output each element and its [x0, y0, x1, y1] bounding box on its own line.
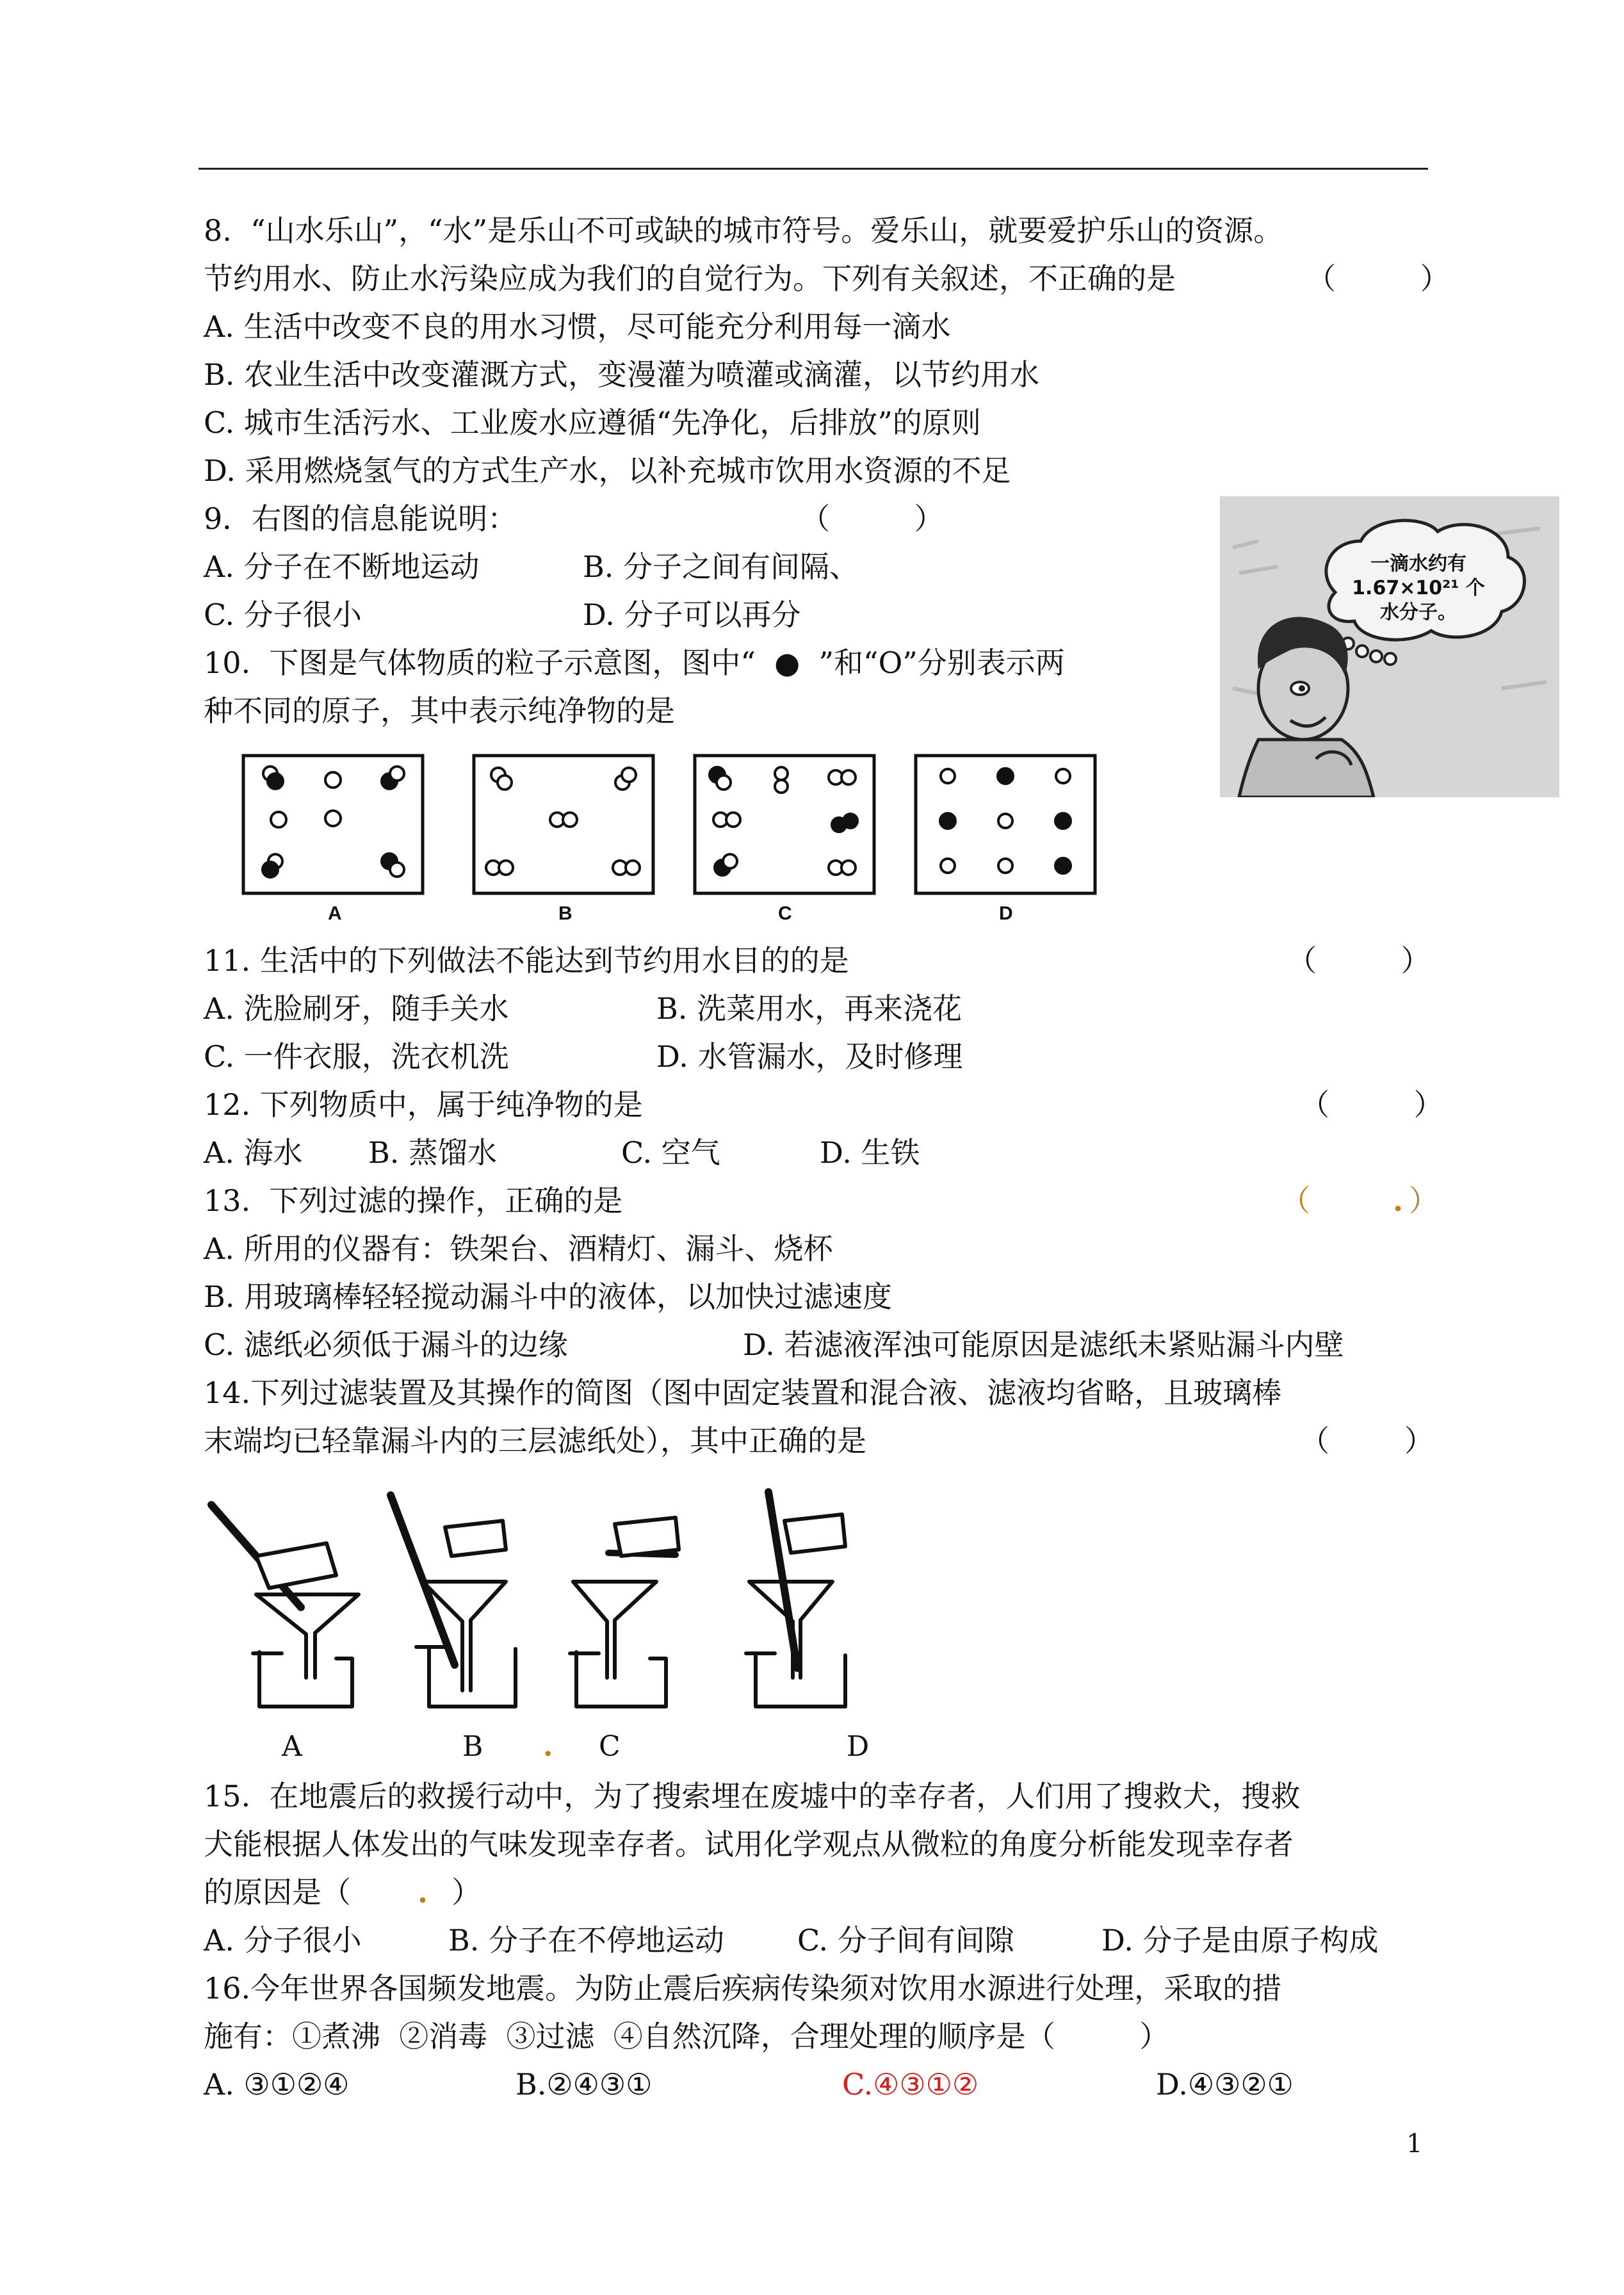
cartoon-drawing	[1220, 496, 1559, 797]
q15-stem-line1: 15. 在地震后的救援行动中，为了搜索埋在废墟中的幸存者，人们用了搜救犬，搜救	[204, 1779, 1301, 1813]
q14-label-a: A	[282, 1730, 302, 1763]
q12-option-b: B. 蒸馏水	[368, 1135, 498, 1170]
q11-answer-paren: （ ）	[1287, 943, 1431, 978]
q12-option-c: C. 空气	[621, 1135, 720, 1170]
q10-stem-line1: 10. 下图是气体物质的粒子示意图，图中“ ● ”和“O”分别表示两	[204, 645, 1065, 680]
q8-option-a: A. 生活中改变不良的用水习惯，尽可能充分利用每一滴水	[204, 309, 951, 344]
q10-label-d: D	[999, 903, 1013, 924]
q9-stem: 9．右图的信息能说明：	[204, 501, 517, 536]
q14-stem-line2: 末端均已轻靠漏斗内的三层滤纸处），其中正确的是	[204, 1423, 866, 1458]
q14-label-c: C	[599, 1730, 621, 1763]
q15-option-d: D. 分子是由原子构成	[1101, 1923, 1379, 1958]
q13-option-b: B. 用玻璃棒轻轻搅动漏斗中的液体，以加快过滤速度	[204, 1279, 893, 1314]
q10-label-a: A	[328, 903, 342, 924]
q14-answer-paren: （ ）	[1300, 1423, 1434, 1458]
bubble-text-line1: 一滴水约有	[1370, 553, 1466, 575]
q16-stem-line1: 16.今年世界各国频发地震。为防止震后疾病传染须对饮用水源进行处理，采取的措	[204, 1971, 1282, 2006]
q13-paren-dot: .	[1393, 1183, 1404, 1218]
bubble-text-line2: 1.67×10²¹ 个	[1352, 577, 1485, 599]
q9-answer-paren: （ ）	[800, 501, 944, 536]
q12-option-a: A. 海水	[204, 1135, 303, 1170]
q9-option-d: D. 分子可以再分	[583, 597, 801, 632]
q11-stem: 11. 生活中的下列做法不能达到节约用水目的的是	[204, 943, 849, 978]
q10-label-b: B	[558, 903, 572, 924]
q16-option-c-label	[842, 2065, 978, 2104]
q15-paren-right: ）	[433, 1875, 482, 1910]
q13-option-a: A. 所用的仪器有：铁架台、酒精灯、漏斗、烧杯	[204, 1231, 833, 1266]
bubble-text-line3: 水分子。	[1380, 601, 1457, 624]
q8-stem-line2: 节约用水、防止水污染应成为我们的自觉行为。下列有关叙述，不正确的是	[204, 261, 1176, 296]
q11-option-b: B. 洗菜用水，再来浇花	[656, 991, 962, 1026]
q13-paren-right: ）	[1409, 1183, 1438, 1218]
q14-filtration-diagram	[205, 1486, 884, 1716]
q8-option-b: B. 农业生活中改变灌溉方式，变漫灌为喷灌或滴灌，以节约用水	[204, 357, 1040, 392]
q8-option-c: C. 城市生活污水、工业废水应遵循“先净化，后排放”的原则	[204, 405, 981, 440]
header-rule	[199, 168, 1428, 170]
q12-answer-paren: （ ）	[1300, 1087, 1443, 1122]
page-number: 1	[1406, 2129, 1423, 2159]
q8-stem-line1: 8. “山水乐山”，“水”是乐山不可或缺的城市符号。爱乐山，就要爱护乐山的资源。	[204, 213, 1283, 248]
q16-stem-line2: 施有：①煮沸 ②消毒 ③过滤 ④自然沉降，合理处理的顺序是（ ）	[204, 2019, 1169, 2054]
q9-cartoon-figure	[1220, 496, 1559, 797]
q9-option-a: A. 分子在不断地运动	[204, 549, 480, 584]
q9-option-c: C. 分子很小	[204, 597, 362, 632]
q10-particle-diagram	[237, 749, 1121, 929]
q14-dot: .	[543, 1730, 553, 1763]
q14-stem-line1: 14.下列过滤装置及其操作的简图（图中固定装置和混合液、滤液均省略，且玻璃棒	[204, 1375, 1282, 1410]
q9-option-b: B. 分子之间有间隔、	[583, 549, 859, 584]
q15-stem-line2: 犬能根据人体发出的气味发现幸存者。试用化学观点从微粒的角度分析能发现幸存者	[204, 1827, 1294, 1861]
q8-option-d: D. 采用燃烧氢气的方式生产水，以补充城市饮用水资源的不足	[204, 453, 1011, 488]
q11-option-d: D. 水管漏水，及时修理	[656, 1039, 963, 1074]
q10-stem-line2: 种不同的原子，其中表示纯净物的是	[204, 693, 675, 728]
q16-option-a: A. ③①②④	[204, 2067, 350, 2102]
q15-paren-dot: .	[418, 1875, 428, 1910]
q8-answer-paren: （ ）	[1306, 261, 1450, 296]
q11-option-a: A. 洗脸刷牙，随手关水	[204, 991, 509, 1026]
q13-option-d: D. 若滤液浑浊可能原因是滤纸未紧贴漏斗内壁	[743, 1327, 1344, 1362]
q15-option-a: A. 分子很小	[204, 1923, 362, 1958]
q14-label-b: B	[462, 1730, 483, 1763]
q16-option-c: C.④③①②	[842, 2067, 979, 2102]
q11-option-c: C. 一件衣服，洗衣机洗	[204, 1039, 509, 1074]
q10-label-c: C	[778, 903, 792, 924]
q13-paren-left: （	[1281, 1183, 1310, 1218]
q13-stem: 13. 下列过滤的操作，正确的是	[204, 1183, 623, 1218]
q16-option-b: B.②④③①	[516, 2067, 653, 2102]
q12-option-d: D. 生铁	[820, 1135, 920, 1170]
q15-option-b: B. 分子在不停地运动	[448, 1923, 725, 1958]
q15-option-c: C. 分子间有间隙	[797, 1923, 1014, 1958]
q13-option-c: C. 滤纸必须低于漏斗的边缘	[204, 1327, 568, 1362]
q15-stem-line3: 的原因是（	[204, 1875, 389, 1910]
q14-label-d: D	[847, 1730, 870, 1763]
q12-stem: 12. 下列物质中，属于纯净物的是	[204, 1087, 643, 1122]
q16-option-d: D.④③②①	[1156, 2067, 1294, 2102]
